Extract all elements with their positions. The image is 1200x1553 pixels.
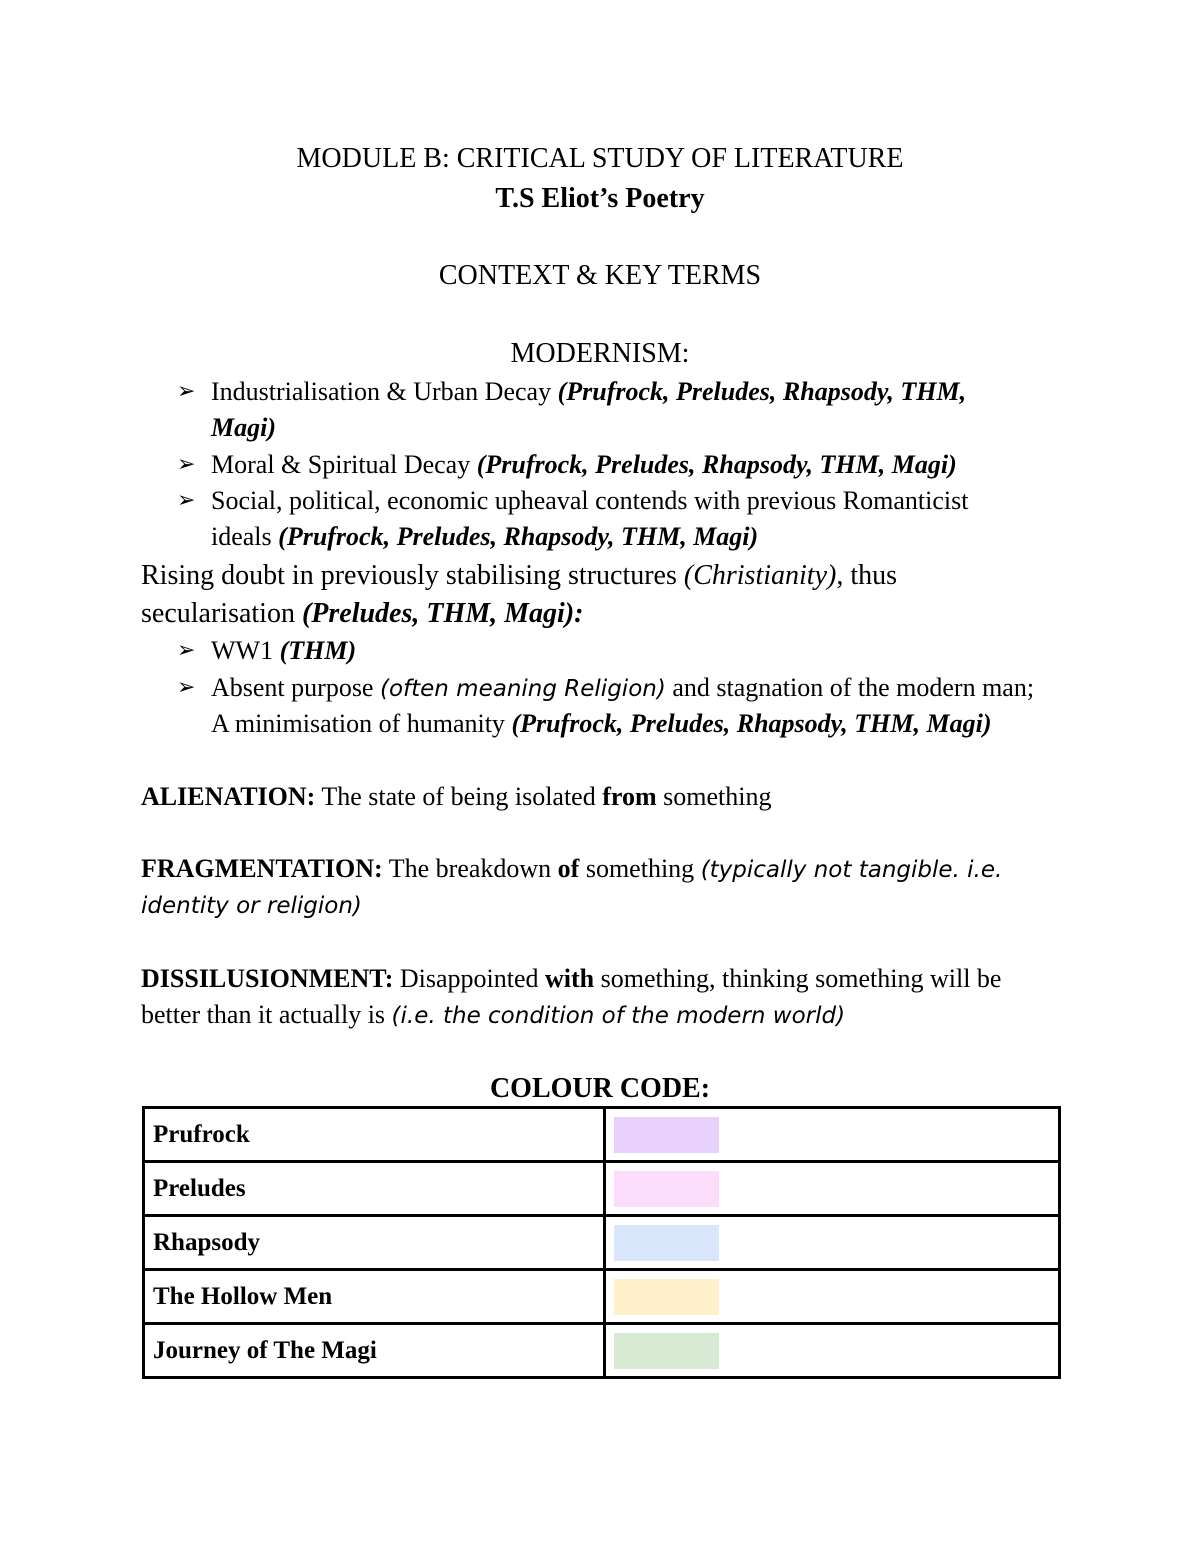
rising-text: secularisation <box>141 598 302 629</box>
term-definition: The breakdown <box>382 854 558 883</box>
item-poems: (Prufrock, Preludes, Rhapsody, THM, Magi) <box>511 709 992 738</box>
item-text: WW1 <box>211 636 280 665</box>
table-row <box>144 1216 1060 1270</box>
page-subtitle: T.S Eliot’s Poetry <box>495 183 705 214</box>
item-text-end: and stagnation of the modern man; <box>665 673 1035 702</box>
item-note: (often meaning Religion) <box>379 676 666 702</box>
term-definition-end: something, thinking something will be <box>594 964 1002 993</box>
modernism-item-3: Social, political, economic upheaval contends with previous Romanticist <box>211 486 969 515</box>
table-row <box>144 1162 1060 1216</box>
rising-doubt-line-1 <box>141 559 897 593</box>
bullet-arrow-icon: ➢ <box>177 638 196 663</box>
modernism-heading: MODERNISM: <box>510 338 690 369</box>
item-text: ideals <box>211 522 279 551</box>
modernism-item-1-cont: Magi) <box>211 413 276 442</box>
term-note: (typically not tangible. i.e. <box>700 857 1003 883</box>
modernism-item-3-cont <box>211 522 758 552</box>
rising-text-end: , thus <box>836 560 898 591</box>
term-definition-end: something <box>579 854 701 883</box>
colour-swatch <box>614 1117 719 1153</box>
sub-item-absent-purpose <box>211 673 1034 704</box>
poem-name-cell: The Hollow Men <box>144 1270 605 1324</box>
colour-code-heading: COLOUR CODE: <box>489 1073 711 1104</box>
term-emphasis: of <box>557 854 580 883</box>
term-emphasis: from <box>602 782 657 811</box>
term-disillusionment-cont <box>141 1000 845 1031</box>
sub-item-ww1 <box>211 636 356 666</box>
colour-swatch <box>614 1225 719 1261</box>
bullet-arrow-icon: ➢ <box>177 379 196 404</box>
item-text: Absent purpose <box>211 673 380 702</box>
item-text: A minimisation of humanity <box>211 709 512 738</box>
poem-name-cell: Journey of The Magi <box>144 1324 605 1378</box>
bullet-arrow-icon: ➢ <box>177 452 196 477</box>
colour-swatch <box>614 1279 719 1315</box>
colour-swatch <box>614 1171 719 1207</box>
item-text: Moral & Spiritual Decay <box>211 450 477 479</box>
poem-name-cell: Rhapsody <box>144 1216 605 1270</box>
term-label: DISSILUSIONMENT: <box>141 964 394 993</box>
term-alienation <box>141 782 771 812</box>
rising-poems: (Preludes, THM, Magi): <box>301 598 584 629</box>
term-label: ALIENATION: <box>141 782 316 811</box>
term-definition: Disappointed <box>393 964 546 993</box>
item-poems: (Prufrock, Preludes, Rhapsody, THM, Magi) <box>476 450 957 479</box>
term-fragmentation-cont: identity or religion) <box>141 893 362 919</box>
term-emphasis: with <box>545 964 595 993</box>
item-poems: (Prufrock, Preludes, Rhapsody, THM, Magi) <box>278 522 759 551</box>
section-title: CONTEXT & KEY TERMS <box>438 260 762 291</box>
term-note: (i.e. the condition of the modern world) <box>391 1003 846 1029</box>
item-poems: (THM) <box>279 636 357 665</box>
table-row <box>144 1324 1060 1378</box>
rising-doubt-line-2 <box>141 597 583 631</box>
term-definition: The state of being isolated <box>315 782 603 811</box>
colour-swatch-cell <box>605 1216 1060 1270</box>
term-definition: better than it actually is <box>141 1000 392 1029</box>
modernism-item-1 <box>211 377 966 407</box>
module-title: MODULE B: CRITICAL STUDY OF LITERATURE <box>296 143 904 174</box>
table-row <box>144 1270 1060 1324</box>
rising-text: Rising doubt in previously stabilising structures <box>141 560 684 591</box>
bullet-arrow-icon: ➢ <box>177 675 196 700</box>
colour-swatch-cell <box>605 1270 1060 1324</box>
colour-swatch-cell <box>605 1108 1060 1162</box>
modernism-item-2 <box>211 450 957 480</box>
term-label: FRAGMENTATION: <box>141 854 383 883</box>
item-poems: (Prufrock, Preludes, Rhapsody, THM, <box>557 377 967 406</box>
bullet-arrow-icon: ➢ <box>177 488 196 513</box>
colour-swatch-cell <box>605 1324 1060 1378</box>
sub-item-absent-purpose-cont <box>211 709 991 739</box>
term-fragmentation <box>141 854 1002 885</box>
colour-code-table <box>142 1106 1061 1379</box>
term-definition-end: something <box>656 782 772 811</box>
table-row <box>144 1108 1060 1162</box>
item-text: Industrialisation & Urban Decay <box>211 377 558 406</box>
term-disillusionment <box>141 964 1001 994</box>
colour-swatch-cell <box>605 1162 1060 1216</box>
poem-name-cell: Prufrock <box>144 1108 605 1162</box>
rising-example: (Christianity) <box>683 560 837 591</box>
poem-name-cell: Preludes <box>144 1162 605 1216</box>
colour-swatch <box>614 1333 719 1369</box>
